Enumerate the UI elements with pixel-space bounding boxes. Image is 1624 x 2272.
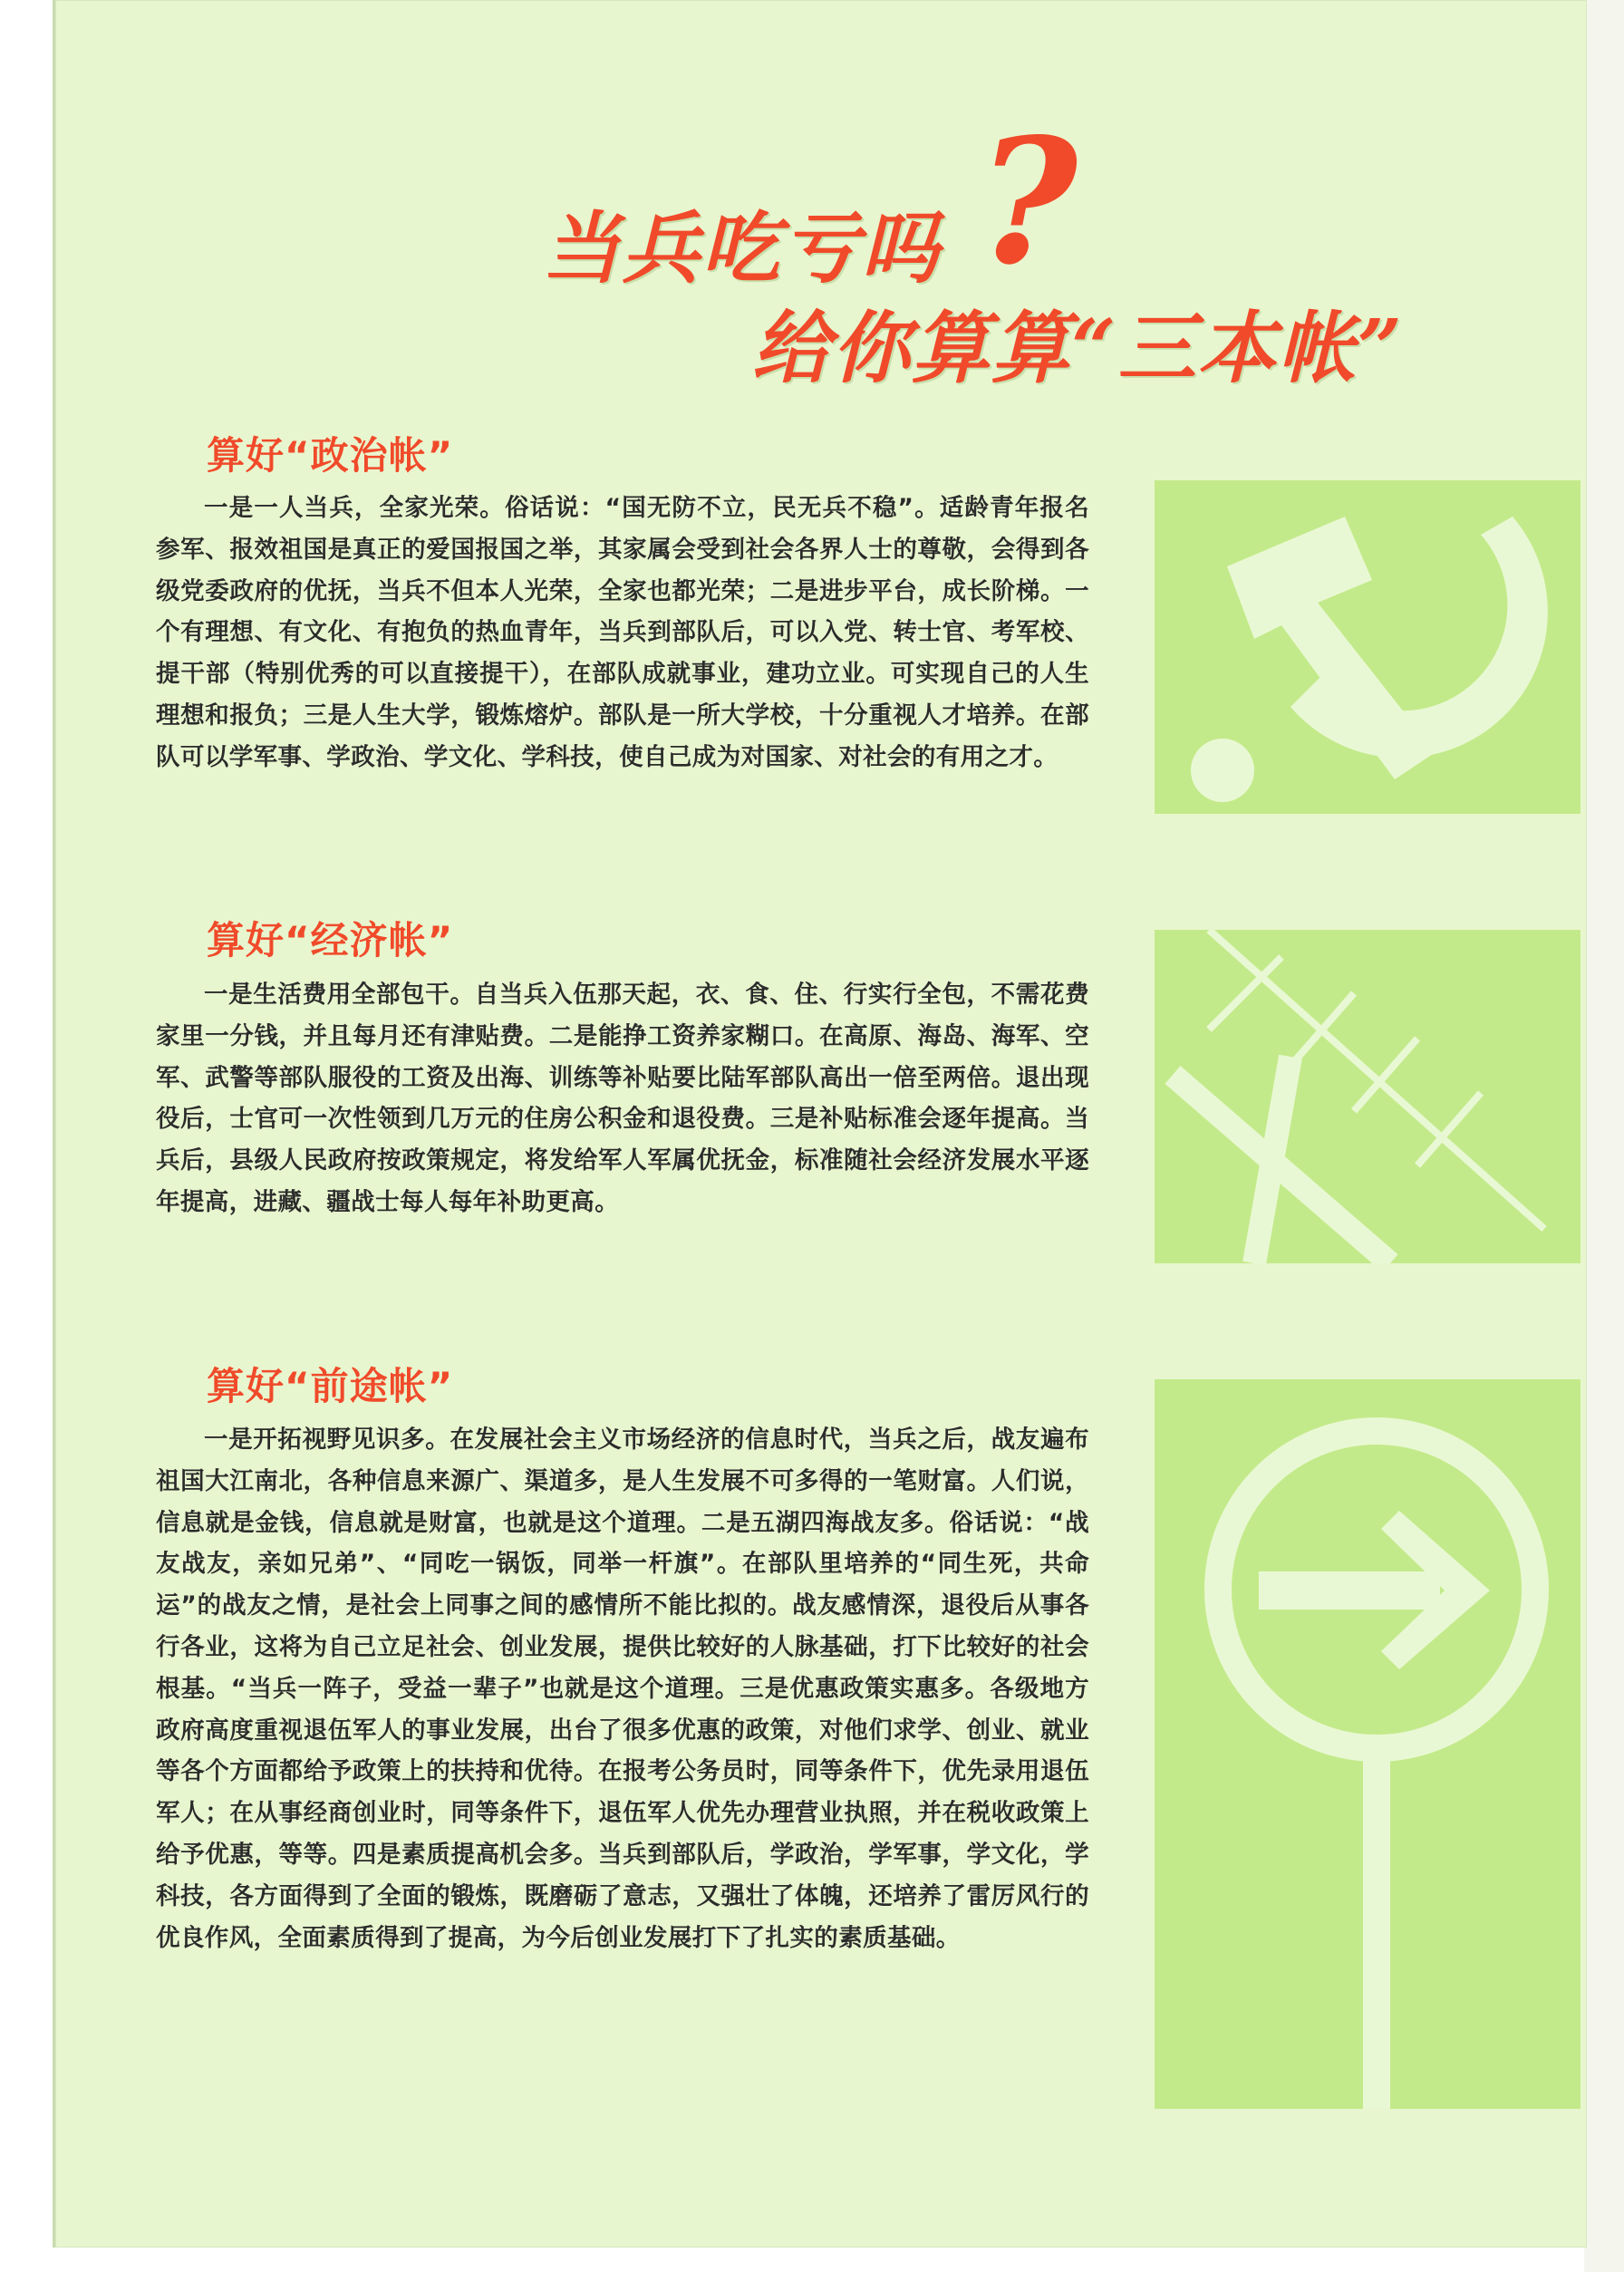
yuan-symbol-icon (1155, 930, 1580, 1263)
section-heading-future: 算好“前途帐” (207, 1364, 454, 1408)
hammer-sickle-icon (1155, 480, 1580, 814)
binding-edge (1584, 0, 1624, 2272)
section-body-politics: 一是一人当兵，全家光荣。俗话说：“国无防不立，民无兵不稳”。适龄青年报名参军、报效祖国是真正的爱国报国之举，其家属会受到社会各界人士的尊敬，会得到各级党委政府的优抚，当兵不但本人光荣，全家也都光荣；二是进步平台，成长阶梯。一个有理想、有文化、有抱负的热血青年，当兵到部队后，可以入党、转士官、考军校、提干部（特别优秀的可以直接提干），在部队成就事业，建功立业。可实现自己的人生理想和报负；三是人生大学，锻炼熔炉。部队是一所大学校，十分重视人才培养。在部队可以学军事、学政治、学文化、学科技，使自己成为对国家、对社会的有用之才。 (156, 494, 1089, 771)
section-heading-economy: 算好“经济帐” (207, 918, 454, 962)
direction-sign-icon (1155, 1379, 1580, 2109)
section-body-economy: 一是生活费用全部包干。自当兵入伍那天起，衣、食、住、行实行全包，不需花费家里一分钱，并且每月还有津贴费。二是能挣工资养家糊口。在高原、海岛、海军、空军、武警等部队服役的工资及出海、训练等补贴要比陆军部队高出一倍至两倍。退出现役后，士官可一次性领到几万元的住房公积金和退役费。三是补贴标准会逐年提高。当兵后，县级人民政府按政策规定，将发给军人军属优抚金，标准随社会经济发展水平逐年提高，进藏、疆战士每人每年补助更高。 (156, 981, 1089, 1216)
title-line-1: 当兵吃亏吗 (542, 203, 941, 295)
title-line-2: 给你算算“三本帐” (752, 303, 1404, 394)
section-body-future: 一是开拓视野见识多。在发展社会主义市场经济的信息时代，当兵之后，战友遍布祖国大江南北，各种信息来源广、渠道多，是人生发展不可多得的一笔财富。人们说，信息就是金钱，信息就是财富，也就是这个道理。二是五湖四海战友多。俗话说：“战友战友，亲如兄弟”、“同吃一锅饭，同举一杆旗”。在部队里培养的“同生死，共命运”的战友之情，是社会上同事之间的感情所不能比拟的。战友感情深，退役后从事各行各业，这将为自己立足社会、创业发展，提供比较好的人脉基础，打下比较好的社会根基。“当兵一阵子，受益一辈子”也就是这个道理。三是优惠政策实惠多。各级地方政府高度重视退伍军人的事业发展，出台了很多优惠的政策，对他们求学、创业、就业等各个方面都给予政策上的扶持和优待。在报考公务员时，同等条件下，优先录用退伍军人；在从事经商创业时，同等条件下，退伍军人优先办理营业执照，并在税收政策上给予优惠，等等。四是素质提高机会多。当兵到部队后，学政治，学军事，学文化，学科技，各方面得到了全面的锻炼，既磨砺了意志，又强壮了体魄，还培养了雷厉风行的优良作风，全面素质得到了提高，为今后创业发展打下了扎实的素质基础。 (156, 1426, 1089, 1952)
question-mark: ? (977, 101, 1078, 303)
section-heading-politics: 算好“政治帐” (207, 433, 454, 478)
